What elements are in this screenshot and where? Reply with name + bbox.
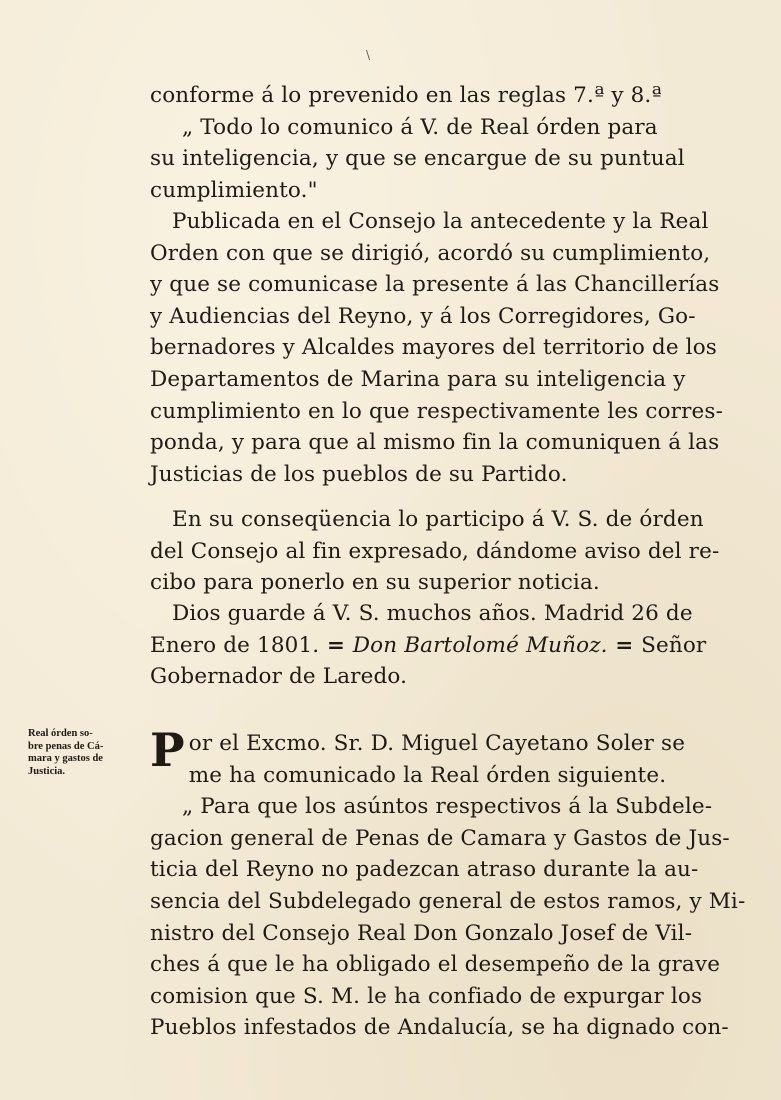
text-line: cumplimiento en lo que respectivamente les corres- [150, 398, 723, 424]
text-line: Pueblos infestados de Andalucía, se ha dignado con- [150, 1015, 729, 1041]
text-line: En su conseqüencia lo participo á V. S. de órden [172, 507, 704, 532]
text-line: del Consejo al fin expresado, dándome aviso del re- [150, 538, 720, 564]
text-line: bernadores y Alcaldes mayores del territorio de los [150, 335, 717, 361]
paragraph-3 [150, 504, 770, 599]
text-line: y que se comunicase la presente á las Chancillerías [150, 272, 720, 298]
text-line: „ Todo lo comunico á V. de Real órden para [182, 114, 658, 140]
text-line: cibo para ponerlo en su superior noticia. [150, 570, 600, 596]
signer-name: Don Bartolomé Muñoz. [352, 632, 608, 658]
margin-note-line: Justicia. [28, 765, 66, 777]
margin-note-line: Real órden so- [28, 728, 93, 739]
date-text: Enero de 1801. [150, 632, 320, 658]
text-line: Departamentos de Marina para su inteligencia y [150, 366, 686, 392]
separator: = [319, 632, 353, 658]
text-line: ches á que le ha obligado el desempeño de la grave [150, 952, 721, 978]
text-line: me ha comunicado la Real órden siguiente. [188, 762, 667, 788]
separator: = [607, 632, 642, 658]
text-line: Publicada en el Consejo la antecedente y la Real [172, 209, 709, 234]
section-2 [150, 723, 770, 1044]
text-line: conforme á lo prevenido en las reglas 7.ª y 8.ª [150, 83, 662, 108]
text-line: comision que S. M. le ha confiado de expurgar los [150, 983, 703, 1009]
margin-note-line: bre penas de Cá- [28, 740, 104, 752]
margin-note [28, 728, 150, 778]
margin-note-line: mara y gastos de [28, 753, 103, 764]
text-line: su inteligencia, y que se encargue de su puntual [150, 146, 685, 172]
text-line: cumplimiento." [150, 177, 318, 203]
addressee-prefix: Señor [641, 632, 707, 658]
text-line: Dios guarde á V. S. muchos años. Madrid 26 de [172, 601, 693, 626]
text-line: nistro del Consejo Real Don Gonzalo Josef de Vil- [150, 920, 693, 946]
text-line: y Audiencias del Reyno, y á los Corregidores, Go- [150, 303, 696, 329]
paragraph-1 [150, 80, 770, 206]
text-line: ponda, y para que al mismo fin la comuniquen á las [150, 430, 720, 456]
text-line: gacion general de Penas de Camara y Gastos de Jus- [150, 825, 730, 851]
addressee: Gobernador de Laredo. [150, 664, 408, 690]
text-line: sencia del Subdelegado general de estos ramos, y Mi- [150, 888, 746, 914]
paragraph-2 [150, 206, 770, 490]
text-line: or el Excmo. Sr. D. Miguel Cayetano Soler se [188, 731, 686, 756]
closing [150, 598, 770, 693]
drop-cap: P [150, 723, 185, 777]
text-line: Justicias de los pueblos de su Partido. [150, 461, 568, 487]
text-line: ticia del Reyno no padezcan atraso durante la au- [150, 857, 699, 883]
text-line: „ Para que los asúntos respectivos á la Subdele- [182, 794, 713, 820]
page-mark: \ [366, 48, 371, 62]
text-line: Orden con que se dirigió, acordó su cumplimiento, [150, 240, 711, 266]
signature-line [150, 630, 770, 662]
